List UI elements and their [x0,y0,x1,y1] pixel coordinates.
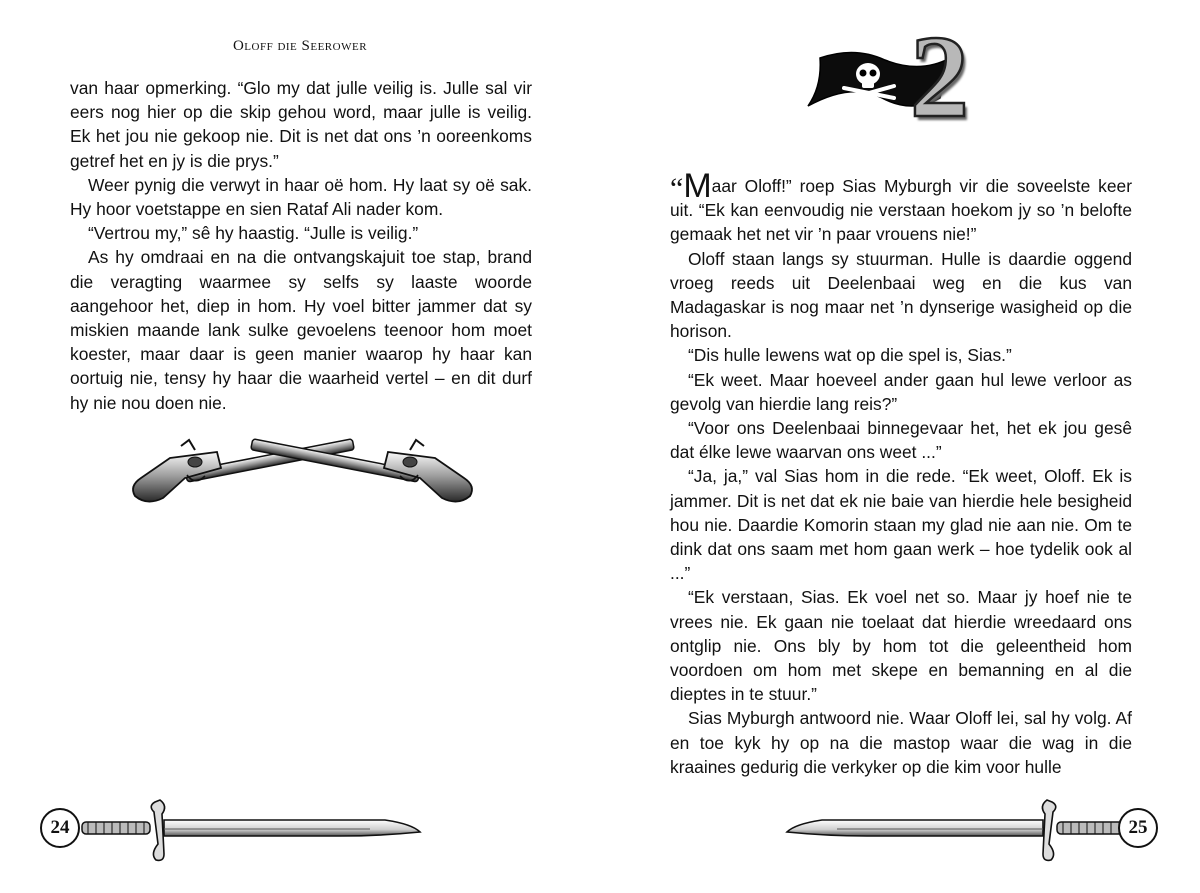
paragraph: Weer pynig die verwyt in haar oë hom. Hy laat sy oë sak. Hy hoor voetstappe en sien Rataf Ali nader kom. [70,174,532,220]
chapter-number: 2 [910,11,969,142]
sword-icon [40,796,425,866]
page-number: 25 [1118,808,1158,848]
paragraph: “Voor ons Deelenbaai binnegevaar het, het ek jou gesê dat élke lewe waarvan ons weet ...” [670,418,1132,463]
page-number: 24 [40,808,80,848]
paragraph: van haar opmerking. “Glo my dat julle veilig is. Julle sal vir eers nog hier op die skip gehou word, maar julle is veilig. Ek het jou nie gekoop nie. Dit is net dat ons ’n ooreenkoms getref het en jy is die prys.” [70,78,532,171]
right-page [600,0,1200,893]
paragraph: “Ek verstaan, Sias. Ek voel net so. Maar jy hoef nie te vrees nie. Ek gaan nie toelaat dat hierdie wreedaard ons ontglip nie. Ons bly by hom tot die geleentheid hom voordoen om hom met skepe en bemanning en al die dieptes in te stuur.” [670,587,1132,705]
paragraph: “Vertrou my,” sê hy haastig. “Julle is veilig.” [88,223,419,244]
running-head: Oloff die Seerower [232,38,368,54]
paragraph: Oloff staan langs sy stuurman. Hulle is daardie oggend vroeg reeds uit Deelenbaai weg en die kus van Madagaskar is nog maar net ’n dynserige wasigheid op die horison. [670,248,1132,342]
sword-icon [782,796,1167,866]
paragraph: As hy omdraai en na die ontvangskajuit toe stap, brand die veragting waarmee sy selfs sy laaste woorde aangehoor het, diep in hom. Hy voel bitter jammer dat sy miskien maande lank sulke gevoelens teenoor hom moet koester, maar daar is geen manier waarop hy haar kan oortuig nie, tensy hy haar die waarheid vertel – en dit durf hy nie nou doen nie. [70,247,532,413]
left-body-text [70,76,532,415]
paragraph: “Ja, ja,” val Sias hom in die rede. “Ek weet, Oloff. Ek is jammer. Dit is net dat ek nie baie van hierdie hele besigheid hou nie. Daardie Komorin staan my glad nie aan nie. Om te dink dat ons saam met hom gaan werk – hoe tydelik ook al ...” [670,466,1132,584]
paragraph: Sias Myburgh antwoord nie. Waar Oloff lei, sal hy volg. Af en toe kyk hy op na die mastop waar die wag in die kraaines gedurig die verkyker op die kim voor hulle [670,708,1132,777]
paragraph [670,167,1132,247]
crossed-pistols-icon [125,420,480,510]
dropcap-letter: M [683,167,712,205]
right-body-text [670,167,1132,779]
paragraph: “Dis hulle lewens wat op die spel is, Sias.” [688,345,1012,366]
paragraph: “Ek weet. Maar hoeveel ander gaan hul lewe verloor as gevolg van hierdie lang reis?” [670,369,1132,414]
dropcap-quote: “ [670,172,684,205]
pirate-flag-icon [800,36,1005,136]
paragraph-text: aar Oloff!” roep Sias Myburgh vir die soveelste keer uit. “Ek kan eenvoudig nie verstaan hoekom jy so ’n belofte gemaak het net vir ’n paar vrouens nie!” [670,176,1132,245]
